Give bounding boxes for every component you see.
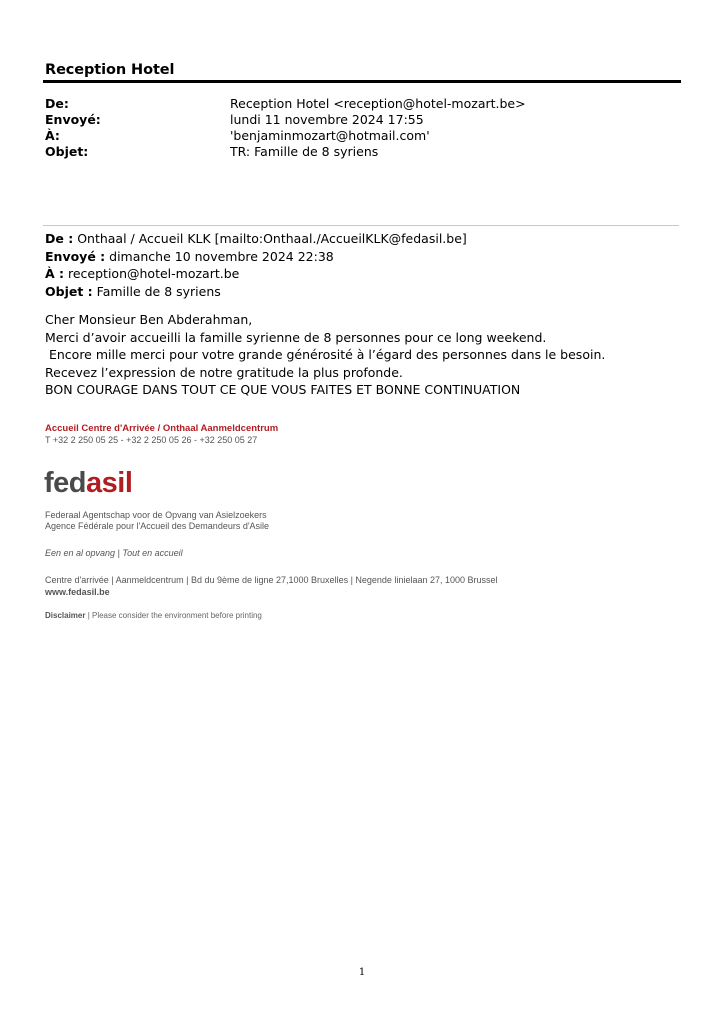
header-sent-value: lundi 11 novembre 2024 17:55 <box>230 112 424 127</box>
forwarded-header <box>45 230 467 300</box>
header-subject-value: TR: Famille de 8 syriens <box>230 144 379 159</box>
svg-text:fedasil <box>44 467 132 498</box>
signature-department: Accueil Centre d'Arrivée / Onthaal Aanmeldcentrum <box>45 423 279 434</box>
fedasil-logo <box>44 466 144 498</box>
signature-agency-fr: Agence Fédérale pour l'Accueil des Demandeurs d'Asile <box>45 521 270 531</box>
fwd-to-value: reception@hotel-mozart.be <box>64 266 240 281</box>
fwd-subject-value: Famille de 8 syriens <box>92 283 221 299</box>
fwd-to-label: À : <box>45 266 65 281</box>
signature-disclaimer <box>45 611 262 620</box>
body-line: BON COURAGE DANS TOUT CE QUE VOUS FAITES ET BONNE CONTINUATION <box>45 382 521 397</box>
fwd-subject-row <box>45 283 467 301</box>
disclaimer-text: | Please consider the environment before printing <box>85 611 262 620</box>
title-divider <box>43 80 681 83</box>
signature-motto: Een en al opvang | Tout en accueil <box>45 548 183 558</box>
signature-agency-nl: Federaal Agentschap voor de Opvang van Asielzoekers <box>45 510 267 520</box>
logo-text-red: asil <box>86 467 133 498</box>
disclaimer-label[interactable]: Disclaimer <box>45 611 86 620</box>
page-title: Reception Hotel <box>45 62 175 78</box>
header-subject-label: Objet: <box>45 144 89 159</box>
header-sent-label: Envoyé: <box>45 112 101 127</box>
header-to-label: À: <box>45 128 60 143</box>
signature-phones: T +32 2 250 05 25 - +32 2 250 05 26 - +32 250 05 27 <box>45 435 258 445</box>
body-greeting: Cher Monsieur Ben Abderahman, <box>45 312 253 327</box>
body-line: Encore mille merci pour votre grande générosité à l’égard des personnes dans le besoin. <box>45 347 606 362</box>
forward-separator <box>43 225 679 226</box>
header-from-value: Reception Hotel <reception@hotel-mozart.be> <box>230 96 526 111</box>
fwd-subject-label: Objet : <box>45 283 93 299</box>
signature-website-link[interactable]: www.fedasil.be <box>45 587 110 597</box>
header-to-value: 'benjaminmozart@hotmail.com' <box>230 128 430 143</box>
fwd-from-row <box>45 230 467 248</box>
fwd-sent-value: dimanche 10 novembre 2024 22:38 <box>105 248 334 264</box>
message-body <box>45 311 605 399</box>
signature-address: Centre d'arrivée | Aanmeldcentrum | Bd du 9ème de ligne 27,1000 Bruxelles | Negende linielaan 27, 1000 Brussel <box>45 575 498 585</box>
fwd-sent-row <box>45 248 467 266</box>
fwd-to-row <box>45 265 467 283</box>
body-line: Recevez l’expression de notre gratitude la plus profonde. <box>45 364 403 380</box>
fwd-from-label: De : <box>45 231 74 246</box>
fwd-from-value: Onthaal / Accueil KLK [mailto:Onthaal./AccueilKLK@fedasil.be] <box>73 231 467 246</box>
fwd-sent-label: Envoyé : <box>45 248 106 264</box>
logo-text-dark: fed <box>44 467 86 498</box>
body-line: Merci d’avoir accueilli la famille syrienne de 8 personnes pour ce long weekend. <box>45 329 547 345</box>
page-number: 1 <box>358 967 366 978</box>
header-from-label: De: <box>45 96 69 111</box>
